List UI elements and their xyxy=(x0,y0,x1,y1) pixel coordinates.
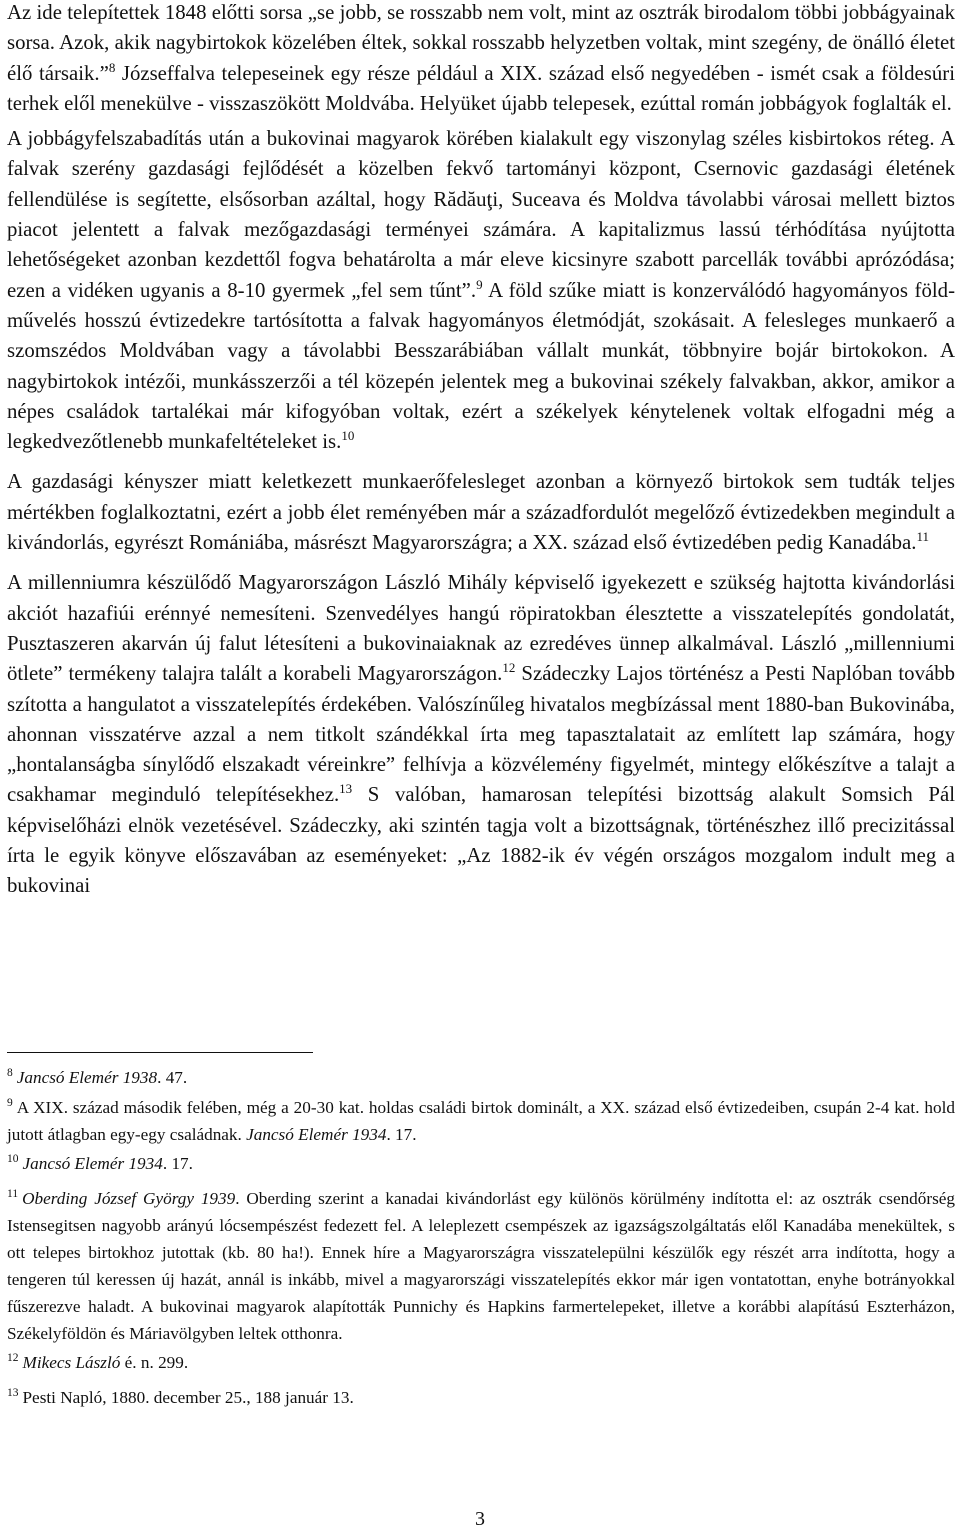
paragraph-2 xyxy=(7,124,955,457)
citation-author: Mikecs László xyxy=(22,1353,121,1372)
footnote-ref: 9 xyxy=(476,276,483,292)
footnote-text: . 47. xyxy=(157,1068,188,1087)
footnote-number: 8 xyxy=(7,1067,13,1079)
footnote-number: 10 xyxy=(7,1153,19,1165)
footnote-12 xyxy=(7,1349,955,1376)
footnote-number: 13 xyxy=(7,1387,19,1399)
text-run: S valóban, hamarosan telepítési bizottság alakult Somsich Pál képviselőházi elnök vezetésével. Szádeczky, aki szintén tagja volt a bizottságnak, történészhez illő precizitással írta le egyik könyve előszavában az eseményeket: „Az 1882-ik év végén országos mozgalom indult meg a bukovinai xyxy=(7,783,955,898)
text-run: A millenniumra készülődő Magyarországon László Mihály képviselő igyekezett e szükség hajtotta kivándorlási akciót hazafiúi erénnyé nemesíteni. Szenvedélyes hangú röpiratokban élesztette a visszatelepítés gondolatát, Pusztaszeren akarván új falut létesíteni a bukovinaiaknak az ezredéves ünnep alkalmával. László „millenniumi ötlete” termékeny talajra talált a korabeli Magyarországon. xyxy=(7,571,955,686)
text-run: Az ide telepítettek 1848 előtti sorsa „se jobb, se rosszabb nem volt, mint az osztrák birodalom többi jobbágyainak sorsa. Azok, akik nagybirtokok közelében éltek, sokkal rosszabb helyzetben voltak, mint szegény, de önálló életet élő társaik.” xyxy=(7,1,955,85)
footnote-number: 11 xyxy=(7,1188,19,1200)
footnote-10 xyxy=(7,1150,955,1177)
footnote-text: . Oberding szerint a kanadai kivándorlást egy különös körülmény indította el: az osztrák csendőrség Istensegitsen nagyobb arányú lócsempészést fedezett fel. A leleplezett csempészek az igazságszolgáltatás elől Kanadába menekültek, s ott telepes birtokhoz jutottak (kb. 80 ha!). Ennek híre a Magyarországra visszatelepülni készülők egy részét arra indította, hogy a tengeren túl keressen új hazát, annál is inkább, mivel a magyarországi visszatelepítés ekkor már igen vontatottan, enyhe botrányokkal fűszerezve haladt. A bukovinai magyarok alapították Punnichy és Hapkins farmertelepeket, illetve a korábbi alapítású Eszterházon, Székelyföldön és Máriavölgyben leltek otthonra. xyxy=(7,1189,955,1343)
footnote-13 xyxy=(7,1384,955,1411)
footnote-ref: 13 xyxy=(339,781,353,797)
citation-author: Jancsó Elemér 1938 xyxy=(16,1068,158,1087)
footnote-ref: 11 xyxy=(916,529,930,545)
body-text xyxy=(7,0,955,902)
citation-author: Jancsó Elemér 1934 xyxy=(22,1154,163,1173)
paragraph-3 xyxy=(7,467,955,558)
text-run: Józseffalva telepeseinek egy része például a XIX. század első negyedében - ismét csak a földesúri terhek elől menekülve - visszaszökött Moldvába. Helyüket újabb telepesek, ezúttal román jobbágyok foglalták el. xyxy=(7,61,955,115)
paragraph-4 xyxy=(7,568,955,901)
footnote-number: 12 xyxy=(7,1352,19,1364)
footnote-text: A XIX. század második felében, még a 20-30 kat. holdas családi birtok dominált, a XX. század első évtizedeiben, csupán 2-4 kat. hold jutott átlagban egy-egy családnak. xyxy=(7,1098,955,1144)
footnote-text: Pesti Napló, 1880. december 25., 188 január 13. xyxy=(22,1388,354,1407)
footnotes xyxy=(7,1064,955,1411)
text-run: A föld szűke miatt is konzerválódó hagyományos földművelés hosszú évtizedekre tartósította a falvak hagyományos életmódját, szokásait. A felesleges munkaerő a szomszédos Moldvában vagy a távolabbi Besszarábiában vállalt munkát, többnyire bojár birtokokon. A nagybirtokok intézői, munkásszerzői a tél közepén jelentek meg a bukovinai székely falvakban, akkor, amikor a népes családok tartalékai már kifogyóban voltak, ezért a székelyek kénytelenek voltak elfogadni még a legkedvezőtlenebb munkafeltételeket is. xyxy=(7,278,955,454)
citation-author: Jancsó Elemér 1934 xyxy=(246,1125,387,1144)
citation-author: Oberding József György 1939 xyxy=(22,1189,236,1208)
footnote-number: 9 xyxy=(7,1097,13,1109)
paragraph-1 xyxy=(7,0,955,119)
text-run: Szádeczky Lajos történész a Pesti Naplóban tovább szította a hangulatot a visszatelepítés érdekében. Valószínűleg hivatalos megbízással ment 1880-ban Bukovinába, ahonnan visszatérve azzal a nem titkolt szándékkal írta meg tapasztalatait az említett lap számára, hogy „hontalanságba sínylődő elszakadt véreinkre” felhívja a közvélemény figyelmét, mintegy előkészítve a talajt a csakhamar meginduló telepítésekhez. xyxy=(7,662,956,807)
footnote-text: é. n. 299. xyxy=(120,1353,189,1372)
footnote-11 xyxy=(7,1185,955,1347)
footnote-ref: 12 xyxy=(502,660,516,676)
text-run: A jobbágyfelszabadítás után a bukovinai magyarok körében kialakult egy viszonylag széles kisbirtokos réteg. A falvak szerény gazdasági fejlődését a közelben fekvő tartományi központ, Csernovic gazdasági életének fellendülése is segítette, elsősorban azáltal, hogy Rădăuţi, Suceava és Moldva távolabbi városai mellett biztos piacot jelentett a falvak mezőgazdasági terményei számára. A kapitalizmus lassú térhódítása nyújtotta lehetőségeket azonban kezdettől fogva behatárolta a már eleve kicsinyre szabott parcellák további aprózódása; ezen a vidéken ugyanis a 8-10 gyermek „fel sem tűnt”. xyxy=(7,127,955,302)
footnote-ref: 10 xyxy=(341,428,355,444)
text-run: A gazdasági kényszer miatt keletkezett munkaerőfelesleget azonban a környező birtokok sem tudták teljes mértékben foglalkoztatni, ezért a jobb élet reményében már a századfordulót megelőző évtizedekben megindult a kivándorlás, egyrészt Romániába, másrészt Magyarországra; a XX. század első évtizedében pedig Kanadába. xyxy=(7,470,955,555)
footnote-text: . 17. xyxy=(162,1154,193,1173)
page-number: 3 xyxy=(475,1508,485,1530)
footnote-9 xyxy=(7,1094,955,1148)
footnote-ref: 8 xyxy=(108,59,116,75)
footnote-8 xyxy=(7,1064,955,1091)
footnote-text: . 17. xyxy=(386,1125,417,1144)
footnote-separator xyxy=(7,1052,313,1053)
document-page xyxy=(7,0,956,1407)
